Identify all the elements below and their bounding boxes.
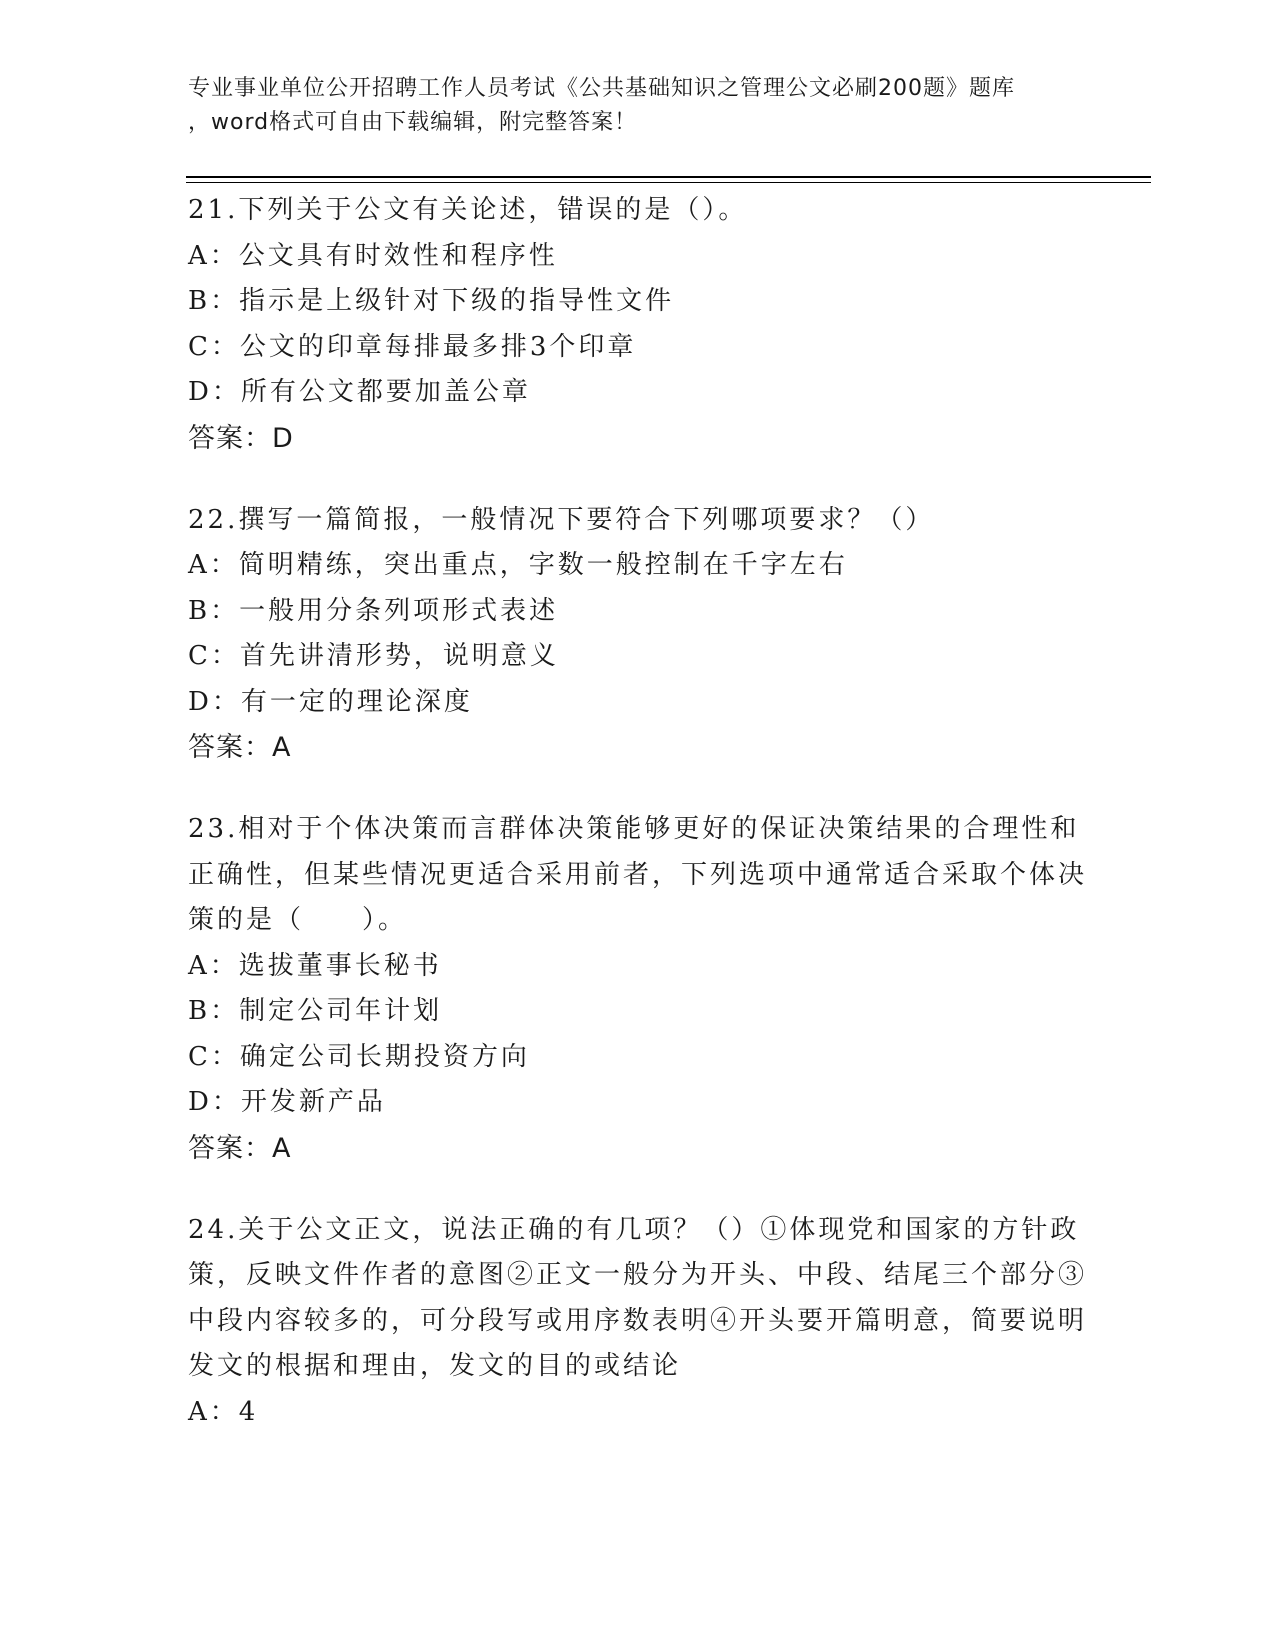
- header-subtitle-line: ，word格式可自由下载编辑，附完整答案！: [188, 110, 638, 135]
- question-22: [188, 498, 1088, 772]
- question-23: [188, 807, 1088, 1172]
- option-b: B：一般用分条列项形式表述: [188, 595, 559, 626]
- answer-line: 答案：D: [188, 422, 294, 454]
- header-title-line: 专业事业单位公开招聘工作人员考试《公共基础知识之管理公文必刷200题》题库: [188, 76, 1015, 101]
- document-header: [188, 72, 1088, 140]
- answer-line: 答案：A: [188, 732, 292, 763]
- option-d: D：有一定的理论深度: [188, 686, 473, 717]
- header-divider-thick: [186, 176, 1151, 178]
- question-24: [188, 1208, 1088, 1436]
- answer-line: 答案：A: [188, 1132, 292, 1164]
- option-a: A：4: [188, 1396, 259, 1427]
- question-stem: 22.撰写一篇简报，一般情况下要符合下列哪项要求？（）: [188, 504, 935, 535]
- question-21: [188, 188, 1088, 462]
- question-list: [188, 188, 1088, 1471]
- option-a: A：简明精练，突出重点，字数一般控制在千字左右: [188, 550, 848, 580]
- option-d: D：所有公文都要加盖公章: [188, 377, 531, 407]
- option-c: C：公文的印章每排最多排3个印章: [188, 331, 637, 362]
- question-stem: 23.相对于个体决策而言群体决策能够更好的保证决策结果的合理性和正确性，但某些情况更适合采用前者，下列选项中通常适合采取个体决策的是（ ）。: [188, 814, 1088, 935]
- option-c: C：确定公司长期投资方向: [188, 1041, 530, 1072]
- question-stem: 21.下列关于公文有关论述，错误的是（）。: [188, 195, 748, 225]
- option-b: B：指示是上级针对下级的指导性文件: [188, 286, 675, 316]
- option-c: C：首先讲清形势，说明意义: [188, 641, 559, 671]
- option-d: D：开发新产品: [188, 1087, 386, 1117]
- header-divider-thin: [186, 182, 1151, 183]
- option-b: B：制定公司年计划: [188, 996, 443, 1026]
- question-stem: 24.关于公文正文，说法正确的有几项？（）①体现党和国家的方针政策，反映文件作者的意图②正文一般分为开头、中段、结尾三个部分③中段内容较多的，可分段写或用序数表明④开头要开篇明意，简要说明发文的根据和理由，发文的目的或结论: [188, 1214, 1088, 1381]
- option-a: A：公文具有时效性和程序性: [188, 240, 558, 271]
- option-a: A：选拔董事长秘书: [188, 950, 442, 981]
